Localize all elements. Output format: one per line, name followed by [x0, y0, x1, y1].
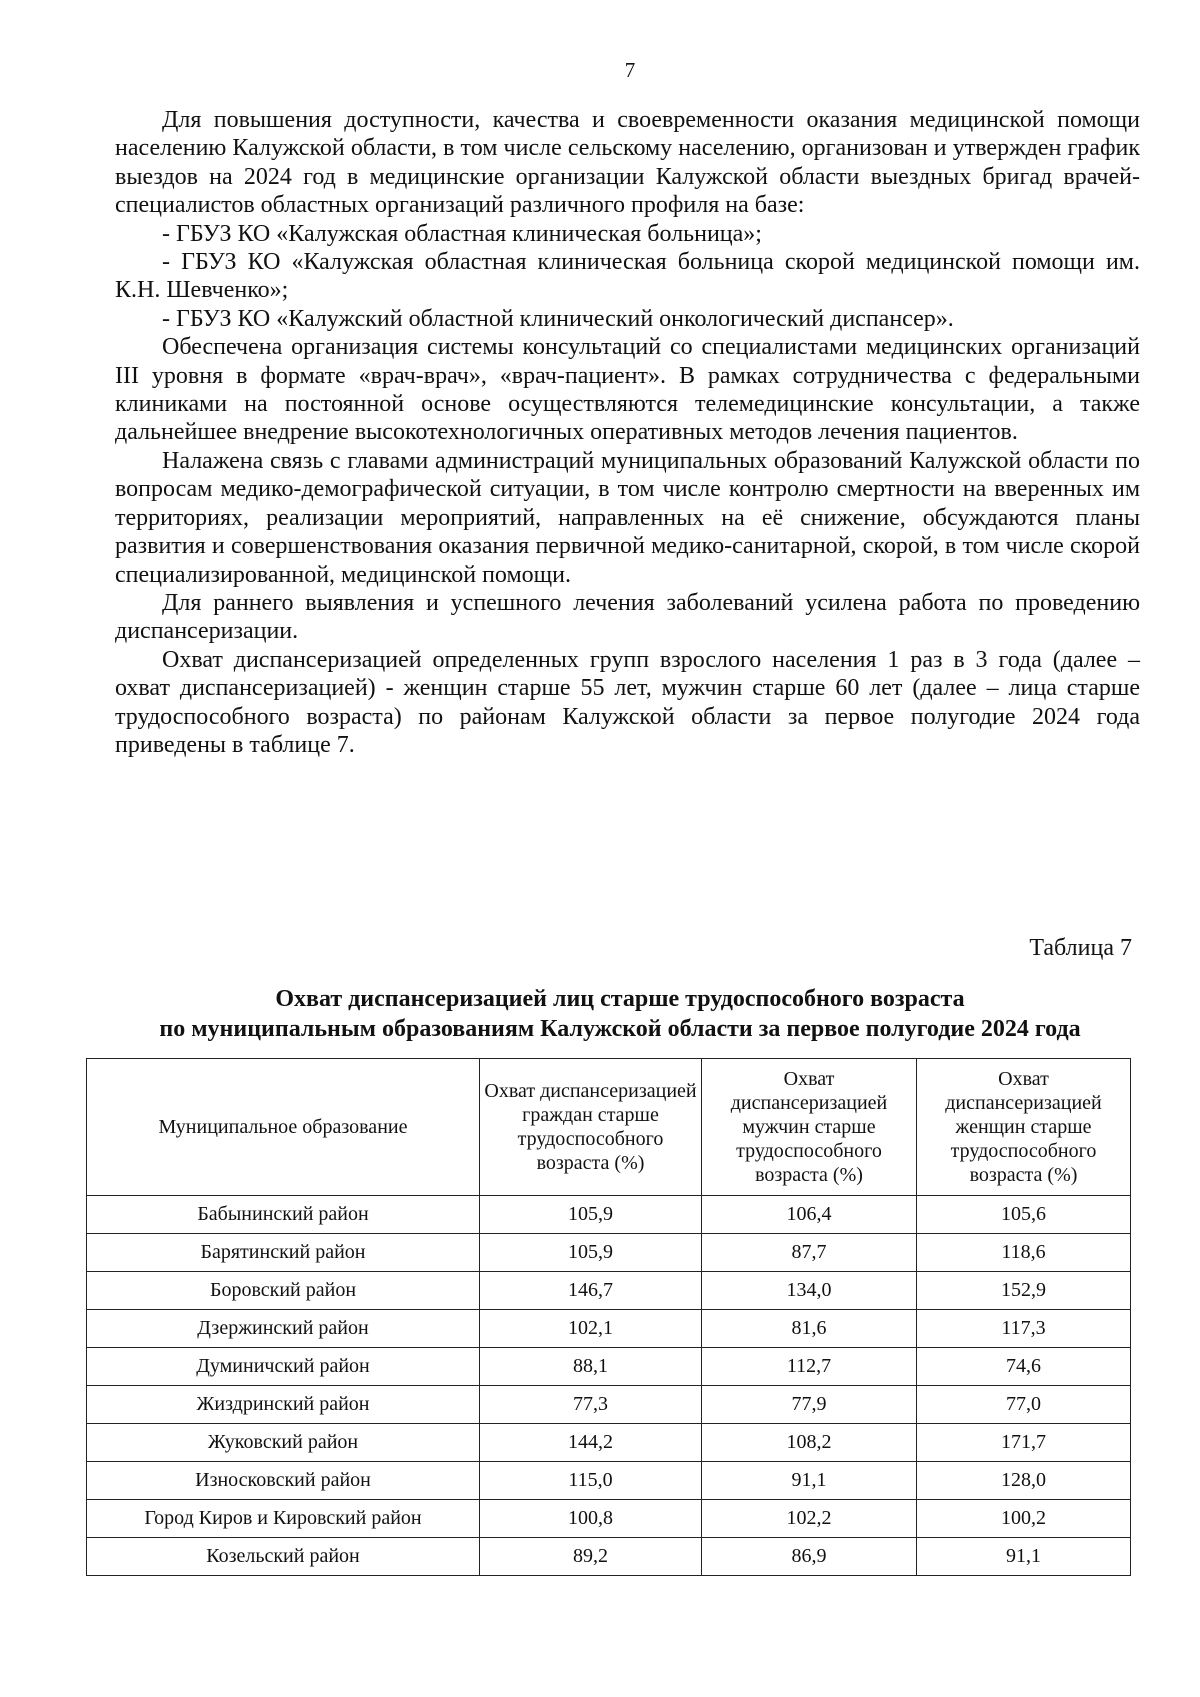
paragraph: Охват диспансеризацией определенных групп взрослого населения 1 раз в 3 года (далее – охват диспансеризацией) - женщин старше 55 лет, мужчин старше 60 лет (далее – лица старше трудоспособного возраста) по районам Калужской области за первое полугодие 2024 года приведены в таблице 7.	[115, 646, 1140, 758]
cell-women: 171,7	[917, 1424, 1131, 1462]
cell-municipality: Жуковский район	[87, 1424, 480, 1462]
cell-municipality: Жиздринский район	[87, 1386, 480, 1424]
list-item: - ГБУЗ КО «Калужская областная клиническая больница»;	[162, 220, 762, 247]
cell-municipality: Козельский район	[87, 1538, 480, 1576]
cell-women: 91,1	[917, 1538, 1131, 1576]
cell-women: 128,0	[917, 1462, 1131, 1500]
cell-men: 77,9	[702, 1386, 917, 1424]
table-header-row	[87, 1059, 1131, 1196]
cell-men: 112,7	[702, 1348, 917, 1386]
cell-municipality: Износковский район	[87, 1462, 480, 1500]
cell-total: 105,9	[480, 1234, 702, 1272]
table-title-line: Охват диспансеризацией лиц старше трудоспособного возраста	[275, 986, 965, 1012]
column-header-men: Охват диспансеризацией мужчин старше трудоспособного возраста (%)	[702, 1059, 917, 1196]
cell-men: 106,4	[702, 1196, 917, 1234]
cell-total: 77,3	[480, 1386, 702, 1424]
cell-total: 100,8	[480, 1500, 702, 1538]
cell-women: 118,6	[917, 1234, 1131, 1272]
cell-total: 115,0	[480, 1462, 702, 1500]
cell-municipality: Думиничский район	[87, 1348, 480, 1386]
coverage-table	[86, 1058, 1131, 1576]
column-header-women: Охват диспансеризацией женщин старше трудоспособного возраста (%)	[917, 1059, 1131, 1196]
list-item: - ГБУЗ КО «Калужская областная клиническая больница скорой медицинской помощи им. К.Н. Шевченко»;	[115, 249, 1140, 304]
cell-men: 81,6	[702, 1310, 917, 1348]
table-row	[87, 1348, 1131, 1386]
cell-municipality: Боровский район	[87, 1272, 480, 1310]
cell-municipality: Барятинский район	[87, 1234, 480, 1272]
table-row	[87, 1386, 1131, 1424]
cell-women: 100,2	[917, 1500, 1131, 1538]
cell-women: 74,6	[917, 1348, 1131, 1386]
table-title-line: по муниципальным образованиям Калужской области за первое полугодие 2024 года	[159, 1016, 1081, 1042]
table-row	[87, 1538, 1131, 1576]
column-header-municipality: Муниципальное образование	[87, 1059, 480, 1196]
page-number: 7	[624, 58, 636, 82]
cell-total: 88,1	[480, 1348, 702, 1386]
table-row	[87, 1424, 1131, 1462]
paragraph: Для раннего выявления и успешного лечения заболеваний усилена работа по проведению диспансеризации.	[115, 589, 1140, 645]
column-header-total: Охват диспансеризацией граждан старше трудоспособного возраста (%)	[480, 1059, 702, 1196]
cell-men: 102,2	[702, 1500, 917, 1538]
cell-municipality: Бабынинский район	[87, 1196, 480, 1234]
body-text	[115, 106, 1140, 759]
table-row	[87, 1462, 1131, 1500]
cell-municipality: Город Киров и Кировский район	[87, 1500, 480, 1538]
table-label: Таблица 7	[1029, 935, 1132, 961]
cell-men: 86,9	[702, 1538, 917, 1576]
cell-total: 89,2	[480, 1538, 702, 1576]
table-row	[87, 1196, 1131, 1234]
table-row	[87, 1500, 1131, 1538]
table-row	[87, 1234, 1131, 1272]
cell-women: 77,0	[917, 1386, 1131, 1424]
cell-total: 102,1	[480, 1310, 702, 1348]
cell-men: 134,0	[702, 1272, 917, 1310]
cell-men: 108,2	[702, 1424, 917, 1462]
list-item: - ГБУЗ КО «Калужский областной клинический онкологический диспансер».	[162, 305, 954, 332]
paragraph: Для повышения доступности, качества и своевременности оказания медицинской помощи населению Калужской области, в том числе сельскому населению, организован и утвержден график выездов на 2024 год в медицинские организации Калужской области выездных бригад врачей-специалистов областных организаций различного профиля на базе:	[115, 107, 1140, 219]
table-row	[87, 1310, 1131, 1348]
cell-total: 144,2	[480, 1424, 702, 1462]
cell-women: 117,3	[917, 1310, 1131, 1348]
table-title	[90, 984, 1150, 1044]
paragraph: Обеспечена организация системы консультаций со специалистами медицинских организаций III уровня в формате «врач-врач», «врач-пациент». В рамках сотрудничества с федеральными клиниками на постоянной основе осуществляются телемедицинские консультации, а также дальнейшее внедрение высокотехнологичных оперативных методов лечения пациентов.	[115, 334, 1140, 446]
cell-men: 87,7	[702, 1234, 917, 1272]
cell-total: 105,9	[480, 1196, 702, 1234]
cell-women: 105,6	[917, 1196, 1131, 1234]
paragraph: Налажена связь с главами администраций муниципальных образований Калужской области по вопросам медико-демографической ситуации, в том числе контролю смертности на вверенных им территориях, реализации мероприятий, направленных на её снижение, обсуждаются планы развития и совершенствования оказания первичной медико-санитарной, скорой, в том числе скорой специализированной, медицинской помощи.	[115, 447, 1140, 588]
table-row	[87, 1272, 1131, 1310]
cell-men: 91,1	[702, 1462, 917, 1500]
cell-women: 152,9	[917, 1272, 1131, 1310]
cell-total: 146,7	[480, 1272, 702, 1310]
cell-municipality: Дзержинский район	[87, 1310, 480, 1348]
